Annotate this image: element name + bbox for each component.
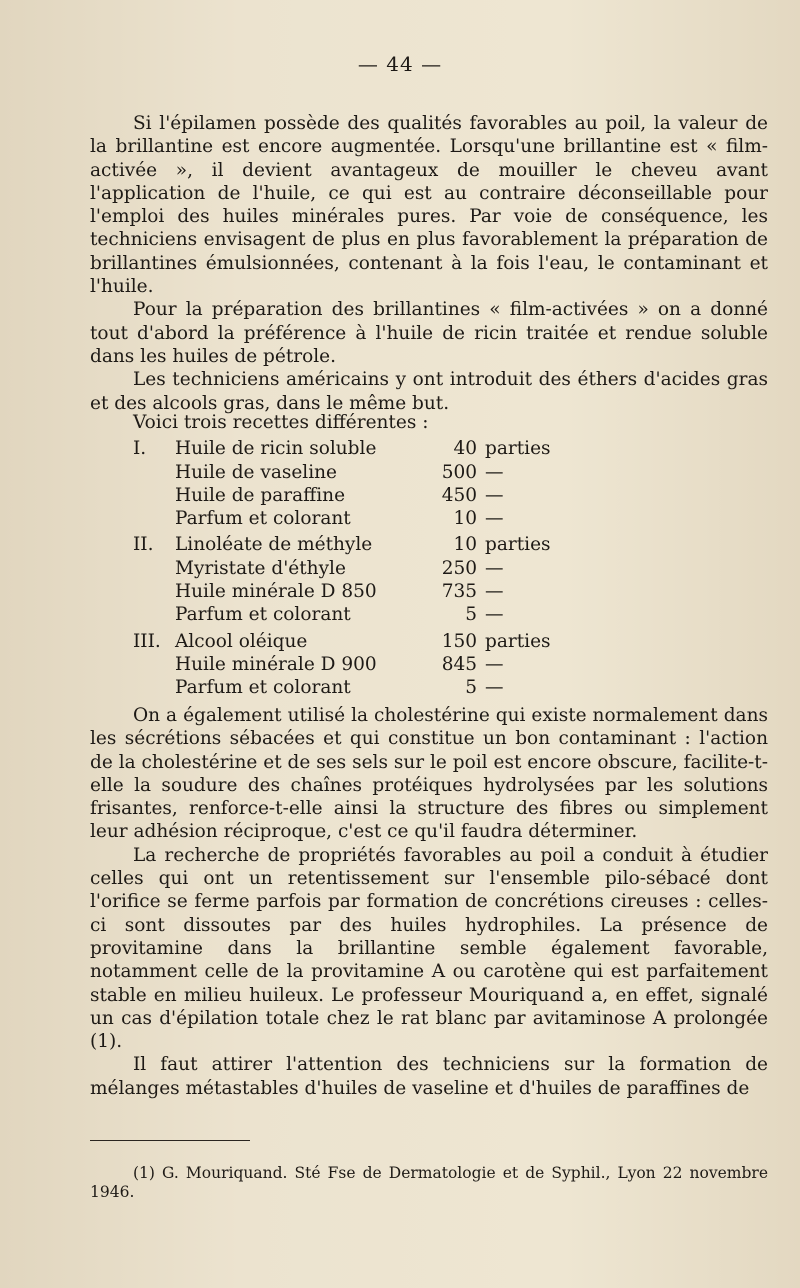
quantity: 5 [465,604,477,626]
paragraph: Pour la préparation des brillantines « film-activées » on a donné tout d'abord la préférence à l'huile de ricin traitée et rendue soluble dans les huiles de pétrole. [90,299,768,367]
unit: — [485,604,504,626]
quantity: 5 [465,677,477,699]
recipe-3 [133,630,593,700]
recipe-2 [133,533,593,626]
recipe-row [133,557,593,580]
quantity: 450 [441,484,477,506]
recipe-row [133,533,593,556]
unit: — [485,461,504,483]
ingredient: Huile minérale D 850 [175,581,377,603]
recipe-row [133,603,593,626]
ingredient: Huile de paraffine [175,484,346,506]
unit: — [485,677,504,699]
recipe-row [133,580,593,603]
recipe-number: I. [133,438,147,460]
quantity: 500 [441,461,477,483]
ingredient: Linoléate de méthyle [175,534,373,556]
recipe-row [133,653,593,676]
footnote: (1) G. Mouriquand. Sté Fse de Dermatologie et de Syphil., Lyon 22 novembre 1946. [90,1164,768,1201]
body-text-bottom [90,704,768,1100]
unit: — [485,484,504,506]
recipe-number: II. [133,534,154,556]
ingredient: Huile de ricin soluble [175,438,377,460]
recipes-list [133,411,593,700]
quantity: 10 [453,508,477,530]
paragraph: La recherche de propriétés favorables au poil a conduit à étudier celles qui ont un retentissement sur l'ensemble pilo-sébacé dont l'orifice se ferme parfois par formation de concrétions cireuses : celles-ci sont dissoutes par des huiles hydrophiles. La présence de provitamine dans la brillantine semble également favorable, notamment celle de la provitamine A ou carotène qui est parfaitement stable en milieu huileux. Le professeur Mouriquand a, en effet, signalé un cas d'épilation totale chez le rat blanc par avitaminose A prolongée (1). [90,844,768,1053]
unit: parties [485,630,551,652]
recipe-number: III. [133,630,161,652]
paragraph: On a également utilisé la cholestérine qui existe normalement dans les sécrétions sébacées et qui constitue un bon contaminant : l'action de la cholestérine et de ses sels sur le poil est encore obscure, facilite-t-elle la soudure des chaînes protéiques hydrolysées par les solutions frisantes, renforce-t-elle ainsi la structure des fibres ou simplement leur adhésion réciproque, c'est ce qu'il faudra déterminer. [90,705,768,843]
quantity: 150 [441,630,477,652]
unit: — [485,581,504,603]
unit: — [485,653,504,675]
footnote-divider [90,1140,250,1141]
unit: parties [485,438,551,460]
recipe-row [133,461,593,484]
quantity: 10 [453,534,477,556]
ingredient: Parfum et colorant [175,604,351,626]
ingredient: Parfum et colorant [175,508,351,530]
paragraph: Les techniciens américains y ont introduit des éthers d'acides gras et des alcools gras, dans le même but. [90,369,768,414]
ingredient: Parfum et colorant [175,677,351,699]
quantity: 250 [441,557,477,579]
recipe-row [133,630,593,653]
recipe-row [133,484,593,507]
quantity: 845 [441,653,477,675]
paragraph: Il faut attirer l'attention des techniciens sur la formation de mélanges métastables d'huiles de vaseline et d'huiles de paraffines de [90,1054,768,1099]
unit: — [485,508,504,530]
ingredient: Huile minérale D 900 [175,653,377,675]
recipe-1 [133,437,593,530]
unit: — [485,557,504,579]
unit: parties [485,534,551,556]
recipe-row [133,676,593,699]
recipe-row [133,507,593,530]
quantity: 40 [453,438,477,460]
body-text-top [90,112,768,415]
quantity: 735 [441,581,477,603]
ingredient: Huile de vaseline [175,461,338,483]
page-number: — 44 — [357,52,443,76]
ingredient: Alcool oléique [175,630,308,652]
ingredient: Myristate d'éthyle [175,557,346,579]
paragraph: Si l'épilamen possède des qualités favorables au poil, la valeur de la brillantine est encore augmentée. Lorsqu'une brillantine est « film-activée », il devient avantageux de mouiller le cheveu avant l'application de l'huile, ce qui est au contraire déconseillable pour l'emploi des huiles minérales pures. Par voie de conséquence, les techniciens envisagent de plus en plus favorablement la préparation de brillantines émulsionnées, contenant à la fois l'eau, le contaminant et l'huile. [90,113,768,298]
recipes-intro: Voici trois recettes différentes : [133,412,429,433]
recipe-row [133,437,593,460]
